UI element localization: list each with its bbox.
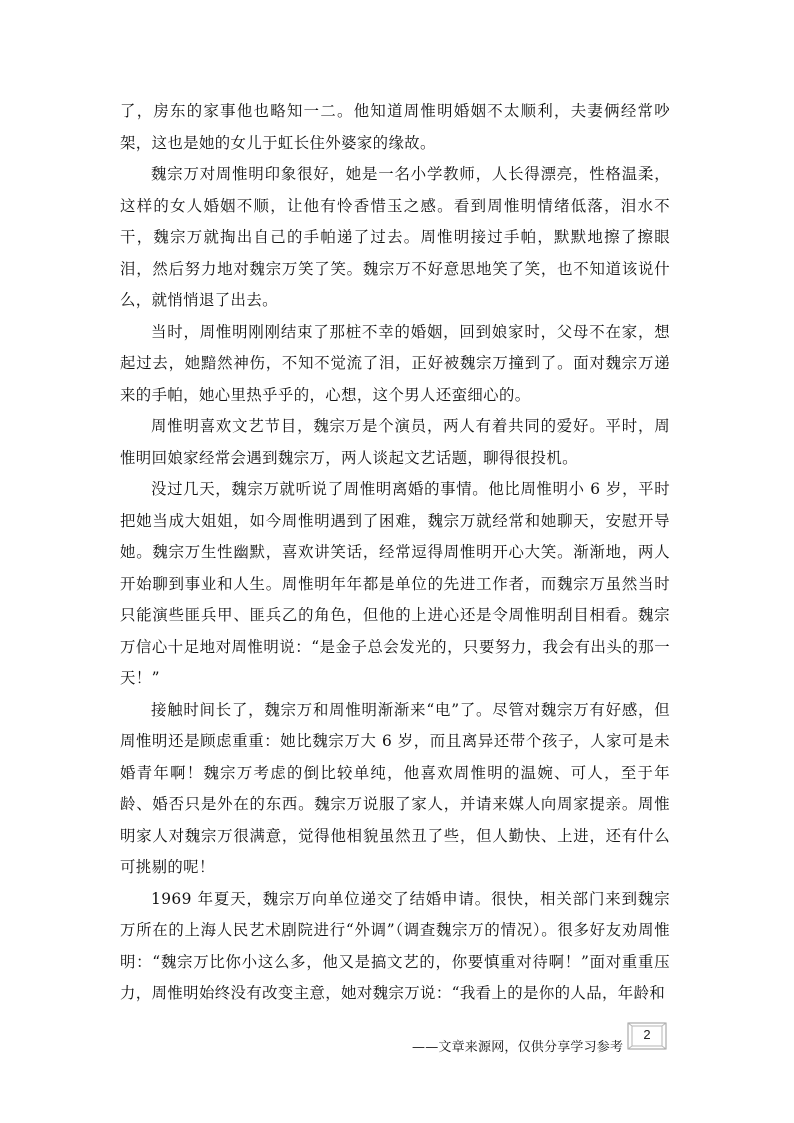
footer-source-note: ——文章来源网，仅供分享学习参考 <box>412 1040 624 1055</box>
paragraph-1: 了，房东的家事他也略知一二。他知道周惟明婚姻不太顺利，夫妻俩经常吵架，这也是她的女儿于虹长住外婆家的缘故。 <box>120 102 670 152</box>
paragraph-4: 周惟明喜欢文艺节目，魏宗万是个演员，两人有着共同的爱好。平时，周惟明回娘家经常会遇到魏宗万，两人谈起文艺话题，聊得很投机。 <box>120 417 670 467</box>
paragraph-7: 1969 年夏天，魏宗万向单位递交了结婚申请。很快，相关部门来到魏宗万所在的上海人民艺术剧院进行“外调”（调查魏宗万的情况）。很多好友劝周惟明：“魏宗万比你小这么多，他又是搞文艺的，你要慎重对待啊！”面对重重压力，周惟明始终没有改变主意，她对魏宗万说：“我看上的是你的人品，年龄和 <box>120 889 670 1002</box>
paragraph-3: 当时，周惟明刚刚结束了那桩不幸的婚姻，回到娘家时，父母不在家，想起过去，她黯然神伤，不知不觉流了泪，正好被魏宗万撞到了。面对魏宗万递来的手帕，她心里热乎乎的，心想，这个男人还蛮细心的。 <box>120 322 670 404</box>
paragraph-6: 接触时间长了，魏宗万和周惟明渐渐来“电”了。尽管对魏宗万有好感，但周惟明还是顾虑重重：她比魏宗万大 6 岁，而且离异还带个孩子，人家可是未婚青年啊！魏宗万考虑的倒比较单纯，他喜欢周惟明的温婉、可人，至于年龄、婚否只是外在的东西。魏宗万说服了家人，并请来媒人向周家提亲。周惟明家人对魏宗万很满意，觉得他相貌虽然丑了些，但人勤快、上进，还有什么可挑剔的呢！ <box>120 700 670 876</box>
page-number: 2 <box>643 1027 651 1042</box>
paragraph-2: 魏宗万对周惟明印象很好，她是一名小学教师，人长得漂亮，性格温柔，这样的女人婚姻不顺，让他有怜香惜玉之感。看到周惟明情绪低落，泪水不干，魏宗万就掏出自己的手帕递了过去。周惟明接过手帕，默默地擦了擦眼泪，然后努力地对魏宗万笑了笑。魏宗万不好意思地笑了笑，也不知道该说什么，就悄悄退了出去。 <box>120 165 670 309</box>
document-body <box>120 96 670 1010</box>
paragraph-5: 没过几天，魏宗万就听说了周惟明离婚的事情。他比周惟明小 6 岁，平时把她当成大姐姐，如今周惟明遇到了困难，魏宗万就经常和她聊天，安慰开导她。魏宗万生性幽默，喜欢讲笑话，经常逗得周惟明开心大笑。渐渐地，两人开始聊到事业和人生。周惟明年年都是单位的先进工作者，而魏宗万虽然当时只能演些匪兵甲、匪兵乙的角色，但他的上进心还是令周惟明刮目相看。魏宗万信心十足地对周惟明说：“是金子总会发光的，只要努力，我会有出头的那一天！” <box>120 480 670 687</box>
page-number-badge <box>627 1022 667 1050</box>
